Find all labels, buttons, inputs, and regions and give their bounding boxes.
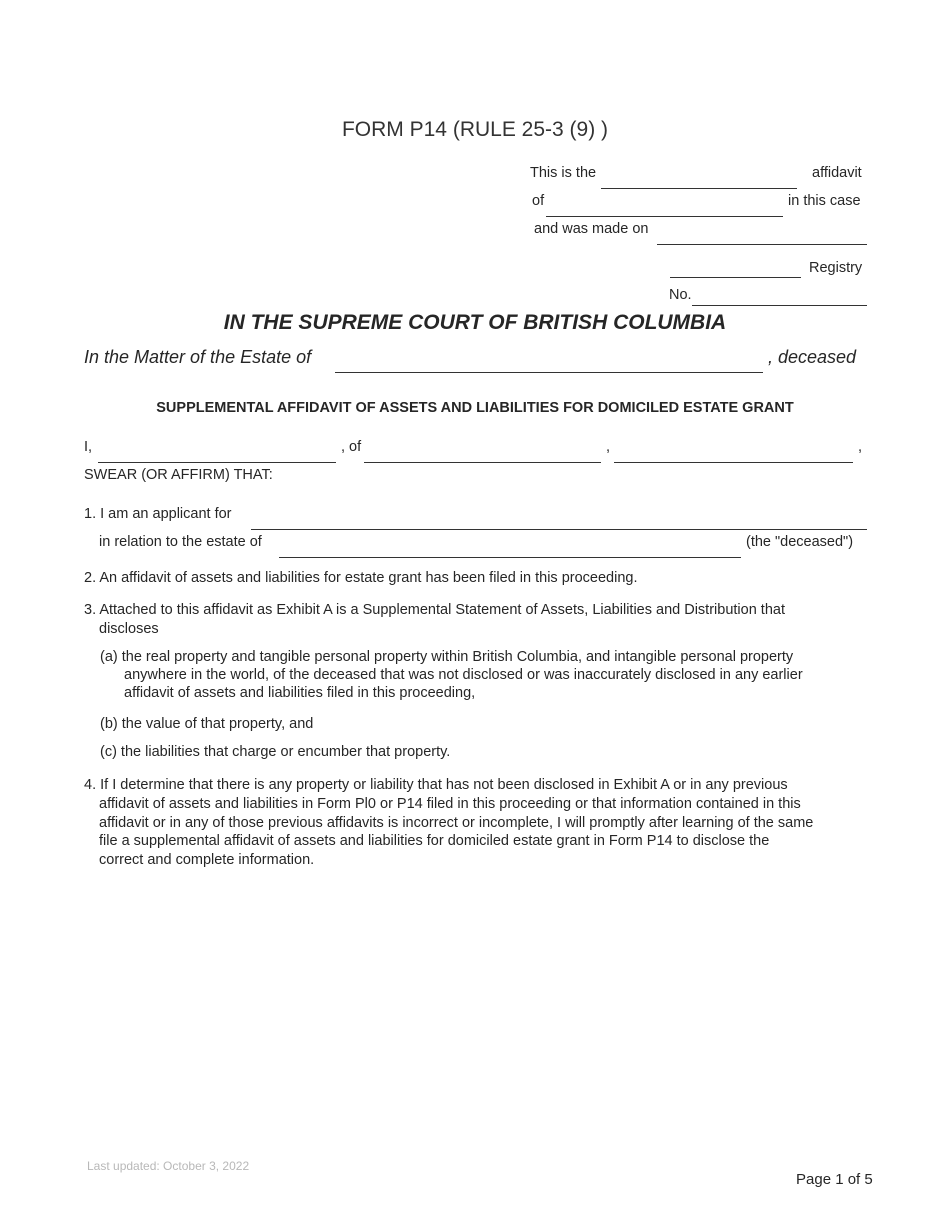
declarant-occupation-underline bbox=[614, 462, 853, 463]
affidavit-ordinal-field[interactable] bbox=[601, 168, 796, 188]
registry-field[interactable] bbox=[670, 257, 800, 277]
file-no-label: No. bbox=[669, 287, 692, 303]
deponent-name-field[interactable] bbox=[546, 196, 782, 216]
item3b-text: (b) the value of that property, and bbox=[100, 716, 314, 732]
form-title: FORM P14 (RULE 25-3 (9) ) bbox=[341, 118, 609, 141]
i-label: I, bbox=[84, 439, 93, 455]
item3a-line1: (a) the real property and tangible personal property within British Columbia, and intangible personal property bbox=[100, 649, 794, 665]
of-address-label: , of bbox=[341, 439, 362, 455]
made-on-date-field[interactable] bbox=[657, 224, 866, 244]
swear-affirm-label: SWEAR (OR AFFIRM) THAT: bbox=[84, 467, 273, 483]
item2-text: 2. An affidavit of assets and liabilities for estate grant has been filed in this proceeding. bbox=[84, 570, 638, 586]
court-title: IN THE SUPREME COURT OF BRITISH COLUMBIA bbox=[223, 311, 727, 334]
item4-line1: 4. If I determine that there is any property or liability that has not been disclosed in Exhibit A or in any previous bbox=[84, 777, 788, 793]
item4-line3: affidavit or in any of those previous affidavits is incorrect or incomplete, I will promptly after learning of the same bbox=[99, 815, 814, 831]
declarant-address-field[interactable] bbox=[364, 442, 600, 462]
file-number-field[interactable] bbox=[692, 285, 866, 305]
comma-separator: , bbox=[606, 439, 611, 455]
item4-line2: affidavit of assets and liabilities in Form Pl0 or P14 filed in this proceeding or that information contained in this bbox=[99, 796, 801, 812]
declarant-address-underline bbox=[364, 462, 601, 463]
declarant-name-field[interactable] bbox=[98, 442, 335, 462]
estate-name-underline bbox=[335, 372, 763, 373]
made-on-underline bbox=[657, 244, 867, 245]
declarant-occupation-field[interactable] bbox=[614, 442, 852, 462]
estate-name-field[interactable] bbox=[335, 350, 762, 370]
item1-label: 1. I am an applicant for bbox=[84, 506, 232, 522]
this-is-the-label: This is the bbox=[530, 165, 597, 181]
registry-underline bbox=[670, 277, 801, 278]
deceased-label: , deceased bbox=[768, 347, 857, 367]
item4-line4: file a supplemental affidavit of assets and liabilities for domiciled estate grant in Form P14 to disclose the bbox=[99, 833, 770, 849]
item3a-line3: affidavit of assets and liabilities filed in this proceeding, bbox=[124, 685, 476, 701]
item3-text-line2: discloses bbox=[99, 621, 159, 637]
last-updated-note: Last updated: October 3, 2022 bbox=[87, 1159, 250, 1173]
comma-separator: , bbox=[858, 439, 863, 455]
item3a-line2: anywhere in the world, of the deceased that was not disclosed or was inaccurately disclosed in any earlier bbox=[124, 667, 803, 683]
affidavit-heading: SUPPLEMENTAL AFFIDAVIT OF ASSETS AND LIABILITIES FOR DOMICILED ESTATE GRANT bbox=[156, 400, 794, 416]
file-number-underline bbox=[692, 305, 867, 306]
affidavit-label: affidavit bbox=[812, 165, 862, 181]
made-on-label: and was made on bbox=[534, 221, 649, 237]
relation-estate-label: in relation to the estate of bbox=[99, 534, 262, 550]
estate-of-label: In the Matter of the Estate of bbox=[84, 347, 312, 367]
deponent-name-underline bbox=[546, 216, 783, 217]
applicant-for-field[interactable] bbox=[251, 509, 866, 529]
registry-label: Registry bbox=[809, 260, 863, 276]
page-number: Page 1 of 5 bbox=[796, 1171, 873, 1188]
the-deceased-label: (the "deceased") bbox=[746, 534, 854, 550]
declarant-name-underline bbox=[98, 462, 336, 463]
item3-text-line1: 3. Attached to this affidavit as Exhibit A is a Supplemental Statement of Assets, Liabilities and Distribution that bbox=[84, 602, 785, 618]
affidavit-ordinal-underline bbox=[601, 188, 797, 189]
item3c-text: (c) the liabilities that charge or encumber that property. bbox=[100, 744, 451, 760]
in-this-case-label: in this case bbox=[788, 193, 861, 209]
item4-line5: correct and complete information. bbox=[99, 852, 315, 868]
deceased-name-underline bbox=[279, 557, 741, 558]
deceased-name-field[interactable] bbox=[279, 537, 740, 557]
applicant-for-underline bbox=[251, 529, 867, 530]
of-label: of bbox=[532, 193, 545, 209]
